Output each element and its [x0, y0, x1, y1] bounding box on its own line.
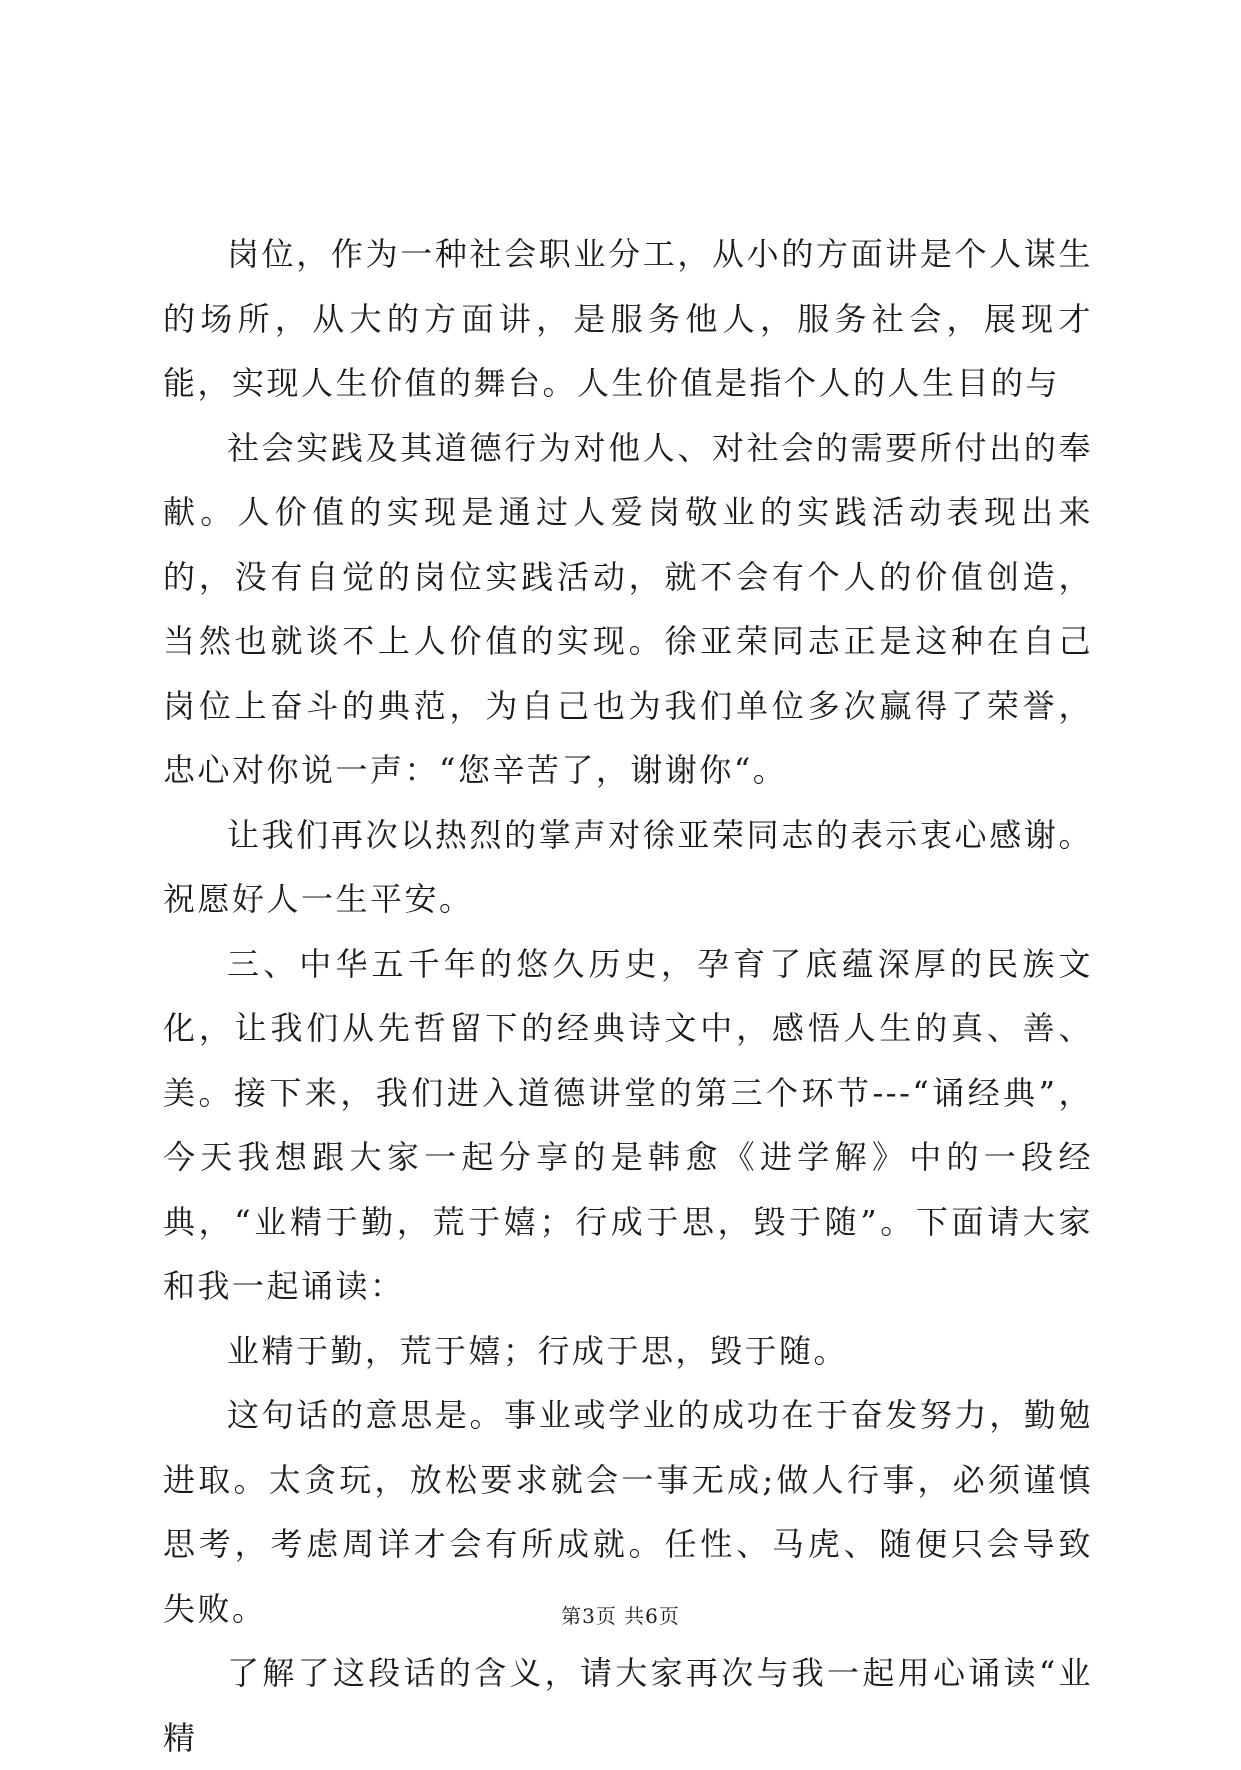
- paragraph-3: 让我们再次以热烈的掌声对徐亚荣同志的表示衷心感谢。祝愿好人一生平安。: [163, 815, 1093, 918]
- paragraph-7: 了解了这段话的含义，请大家再次与我一起用心诵读“业精: [163, 1654, 1093, 1757]
- paragraph-6: 这句话的意思是。事业或学业的成功在于奋发努力，勤勉进取。太贪玩，放松要求就会一事无成;做人行事，必须谨慎思考，考虑周详才会有所成就。任性、马虎、随便只会导致失败。: [163, 1396, 1093, 1628]
- paragraph-2: 社会实践及其道德行为对他人、对社会的需要所付出的奉献。人价值的实现是通过人爱岗敬业的实践活动表现出来的，没有自觉的岗位实践活动，就不会有个人的价值创造，当然也就谈不上人价值的实现。徐亚荣同志正是这种在自己岗位上奋斗的典范，为自己也为我们单位多次赢得了荣誉，忠心对你说一声：“您辛苦了，谢谢你“。: [163, 428, 1093, 789]
- page-footer: 第3页 共6页: [561, 1604, 680, 1628]
- paragraph-1: 岗位，作为一种社会职业分工，从小的方面讲是个人谋生的场所，从大的方面讲，是服务他人，服务社会，展现才能，实现人生价值的舞台。人生价值是指个人的人生目的与: [163, 235, 1093, 402]
- paragraph-5: 业精于勤，荒于嬉；行成于思，毁于随。: [227, 1331, 849, 1370]
- paragraph-4: 三、中华五千年的悠久历史，孕育了底蕴深厚的民族文化，让我们从先哲留下的经典诗文中，感悟人生的真、善、美。接下来，我们进入道德讲堂的第三个环节---“诵经典”，今天我想跟大家一起分享的是韩愈《进学解》中的一段经典，“业精于勤，荒于嬉；行成于思，毁于随”。下面请大家和我一起诵读：: [163, 944, 1093, 1305]
- document-body: [163, 222, 1093, 1770]
